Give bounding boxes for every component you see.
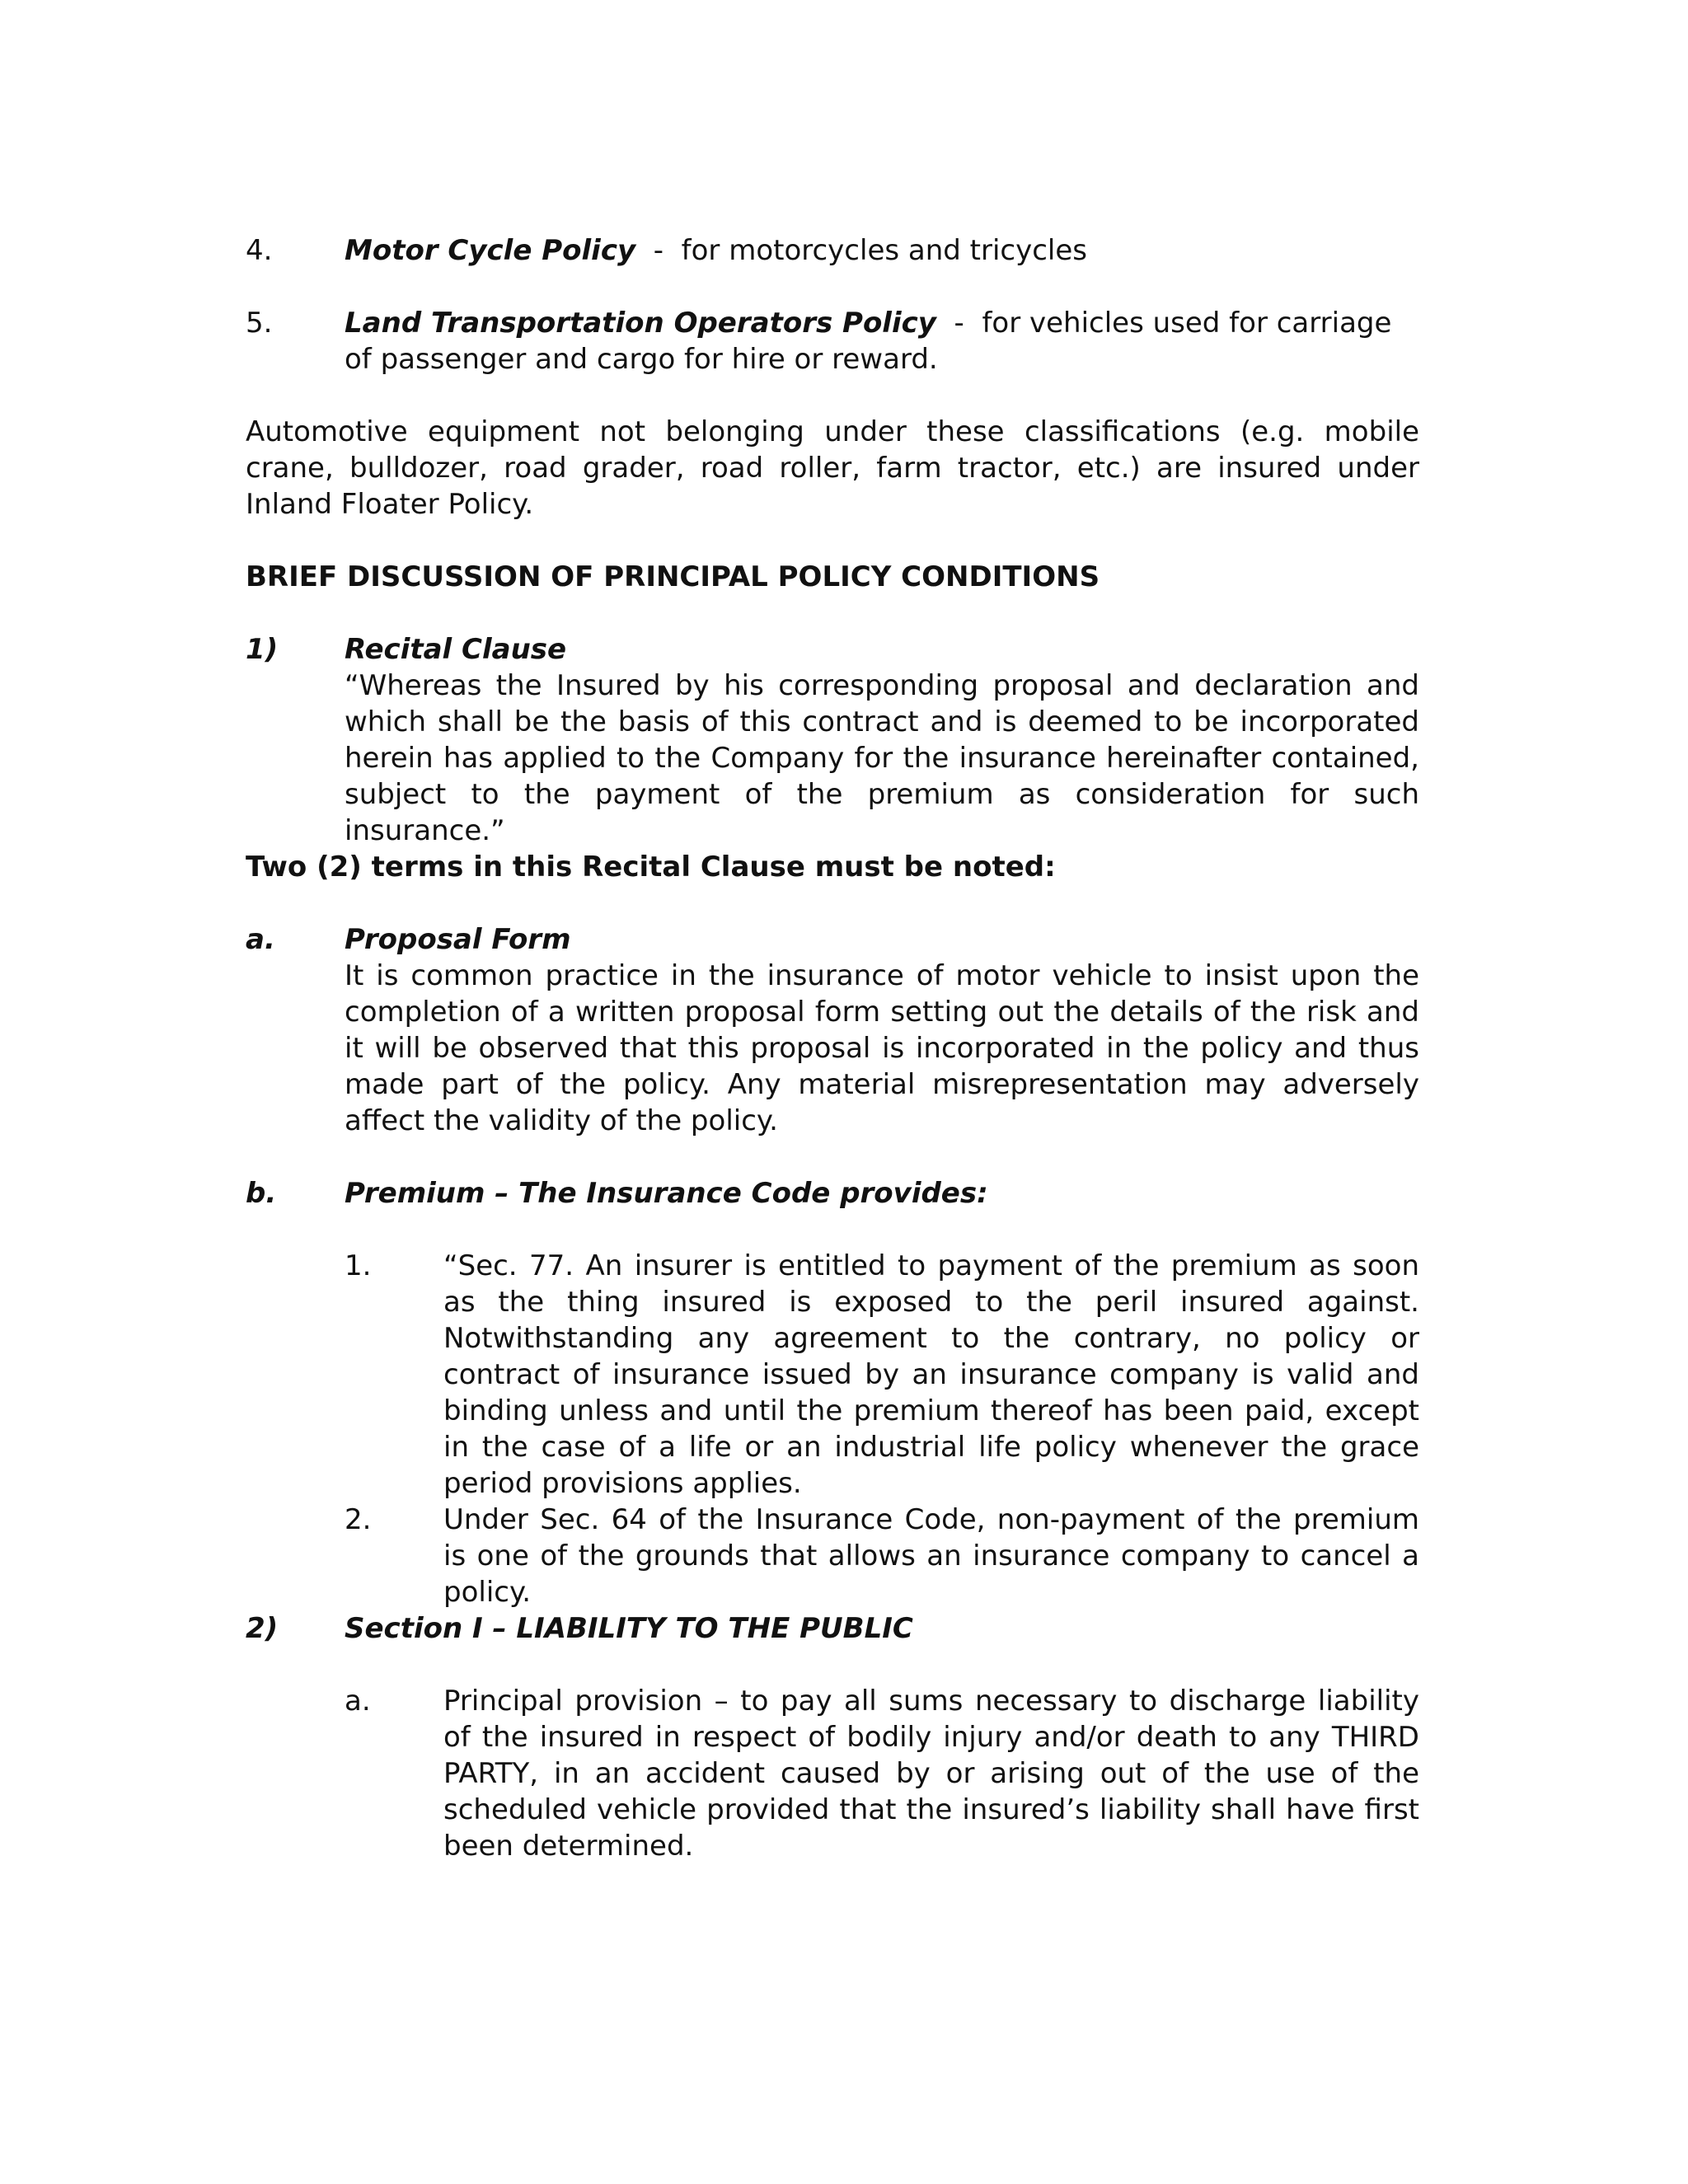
premium-item-text: “Sec. 77. An insurer is entitled to payment of the premium as soon as the thing insured is exposed to the peril insured against. Notwithstanding any agreement to the contrary, no policy or contract of insurance issued by an insurance company is valid and binding unless and until the premium thereof has been paid, except in the case of a life or an industrial life policy whenever the grace period provisions applies.	[443, 1249, 1419, 1500]
separator: -	[935, 307, 982, 340]
terms-heading: Two (2) terms in this Recital Clause must be noted:	[246, 851, 1056, 883]
policy-list-item	[246, 232, 1419, 269]
list-number: 5.	[246, 307, 273, 340]
clause-number: 2)	[246, 1612, 279, 1645]
list-number: 1.	[345, 1249, 372, 1282]
policy-title: Motor Cycle Policy	[345, 234, 636, 267]
policy-title: Land Transportation Operators Policy	[345, 307, 936, 340]
term-letter: b.	[246, 1177, 277, 1210]
clause-title: Section I – LIABILITY TO THE PUBLIC	[345, 1612, 913, 1645]
automotive-paragraph: Automotive equipment not belonging under these classifications (e.g. mobile crane, bulldozer, road grader, road roller, farm tractor, etc.) are insured under Inland Floater Policy.	[246, 415, 1419, 521]
policy-description: for motorcycles and tricycles	[681, 234, 1087, 267]
clause-title: Recital Clause	[345, 633, 567, 666]
term-title: Proposal Form	[345, 923, 571, 956]
premium-item	[345, 1502, 1419, 1610]
separator: -	[635, 234, 682, 267]
clause-text: “Whereas the Insured by his corresponding proposal and declaration and which shall be the basis of this contract and is deemed to be incorporated herein has applied to the Company for the insurance hereinafter contained, subject to the payment of the premium as consideration for such insurance.”	[345, 669, 1419, 847]
term-title: Premium – The Insurance Code provides:	[345, 1177, 988, 1210]
section-liability	[246, 1610, 1419, 1647]
liability-item-text: Principal provision – to pay all sums necessary to discharge liability of the insured in respect of bodily injury and/or death to any THIRD PARTY, in an accident caused by or arising out of the use of the scheduled vehicle provided that the insured’s liability shall have first been determined.	[443, 1685, 1419, 1863]
policy-description: for vehicles used for carriage of passenger and cargo for hire or reward.	[345, 307, 1392, 376]
section-heading: BRIEF DISCUSSION OF PRINCIPAL POLICY CONDITIONS	[246, 560, 1100, 593]
list-letter: a.	[345, 1685, 371, 1718]
premium-section	[246, 1175, 1419, 1212]
proposal-form-section	[246, 921, 1419, 1139]
term-text: It is common practice in the insurance of motor vehicle to insist upon the completion of a written proposal form setting out the details of the risk and it will be observed that this proposal is incorporated in the policy and thus made part of the policy. Any material misrepresentation may adversely affect the validity of the policy.	[345, 959, 1419, 1137]
list-number: 4.	[246, 234, 273, 267]
premium-item	[345, 1248, 1419, 1502]
list-number: 2.	[345, 1503, 372, 1536]
clause-number: 1)	[246, 633, 279, 666]
term-letter: a.	[246, 923, 275, 956]
liability-item	[345, 1683, 1419, 1864]
policy-list-item	[246, 305, 1419, 377]
premium-item-text: Under Sec. 64 of the Insurance Code, non-payment of the premium is one of the grounds that allows an insurance company to cancel a policy.	[443, 1503, 1419, 1609]
recital-clause	[246, 631, 1419, 849]
